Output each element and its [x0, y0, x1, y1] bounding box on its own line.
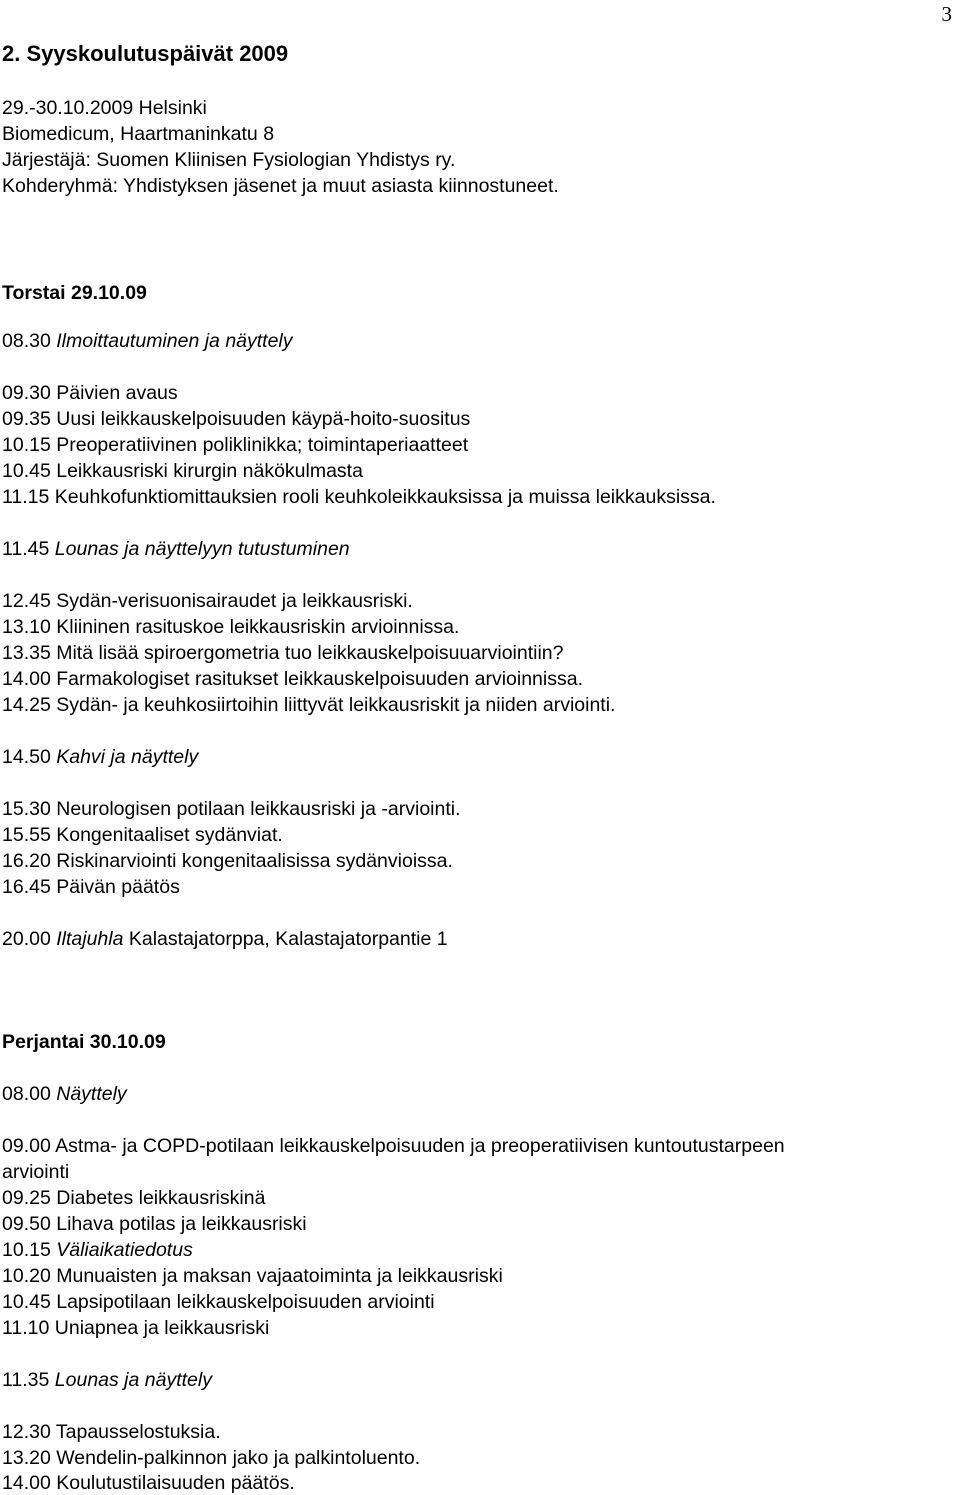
event-target-group: Kohderyhmä: Yhdistyksen jäsenet ja muut asiasta kiinnostuneet. — [2, 175, 559, 197]
schedule-item — [2, 823, 283, 847]
item-time: 09.35 — [2, 408, 51, 430]
item-extra: Kalastajatorppa, Kalastajatorpantie 1 — [128, 928, 448, 950]
item-text: Näyttely — [56, 1083, 127, 1105]
item-text: Uusi leikkauskelpoisuuden käypä-hoito-suositus — [56, 408, 471, 430]
item-text: Lihava potilas ja leikkausriski — [56, 1213, 307, 1235]
schedule-item — [2, 433, 468, 457]
item-time: 16.45 — [2, 876, 51, 898]
item-time: 08.00 — [2, 1083, 51, 1105]
item-time: 11.15 — [2, 486, 50, 508]
item-text: Lounas ja näyttelyyn tutustuminen — [54, 538, 350, 560]
item-text: Iltajuhla — [56, 928, 124, 950]
schedule-item — [2, 1082, 127, 1106]
item-text: Koulutustilaisuuden päätös. — [56, 1472, 295, 1494]
item-text: Astma- ja COPD-potilaan leikkauskelpoisuuden ja preoperatiivisen kuntoutustarpeen — [55, 1135, 785, 1157]
item-time: 12.30 — [2, 1421, 51, 1443]
event-organizer: Järjestäjä: Suomen Kliinisen Fysiologian Yhdistys ry. — [2, 149, 456, 171]
item-text: Päivän päätös — [56, 876, 180, 898]
item-text: Farmakologiset rasitukset leikkauskelpoisuuden arvioinnissa. — [56, 668, 583, 690]
item-time: 15.55 — [2, 824, 51, 846]
section-heading: 2. Syyskoulutuspäivät 2009 — [2, 41, 289, 66]
item-text: Diabetes leikkausriskinä — [56, 1187, 266, 1209]
schedule-item — [2, 459, 363, 483]
item-text: Neurologisen potilaan leikkausriski ja -arviointi. — [56, 798, 461, 820]
schedule-item — [2, 1238, 193, 1262]
item-text: Väliaikatiedotus — [56, 1239, 193, 1261]
item-time: 14.50 — [2, 746, 51, 768]
schedule-item — [2, 1290, 435, 1314]
item-text: Sydän- ja keuhkosiirtoihin liittyvät leikkausriskit ja niiden arviointi. — [56, 694, 616, 716]
schedule-item — [2, 641, 563, 665]
item-text: Uniapnea ja leikkausriski — [54, 1317, 270, 1339]
item-time: 10.15 — [2, 434, 51, 456]
page-number: 3 — [941, 2, 952, 26]
day-title-friday: Perjantai 30.10.09 — [2, 1031, 166, 1053]
item-text: Lounas ja näyttely — [54, 1369, 212, 1391]
item-text: Lapsipotilaan leikkauskelpoisuuden arviointi — [56, 1291, 435, 1313]
item-text: Munuaisten ja maksan vajaatoiminta ja leikkausriski — [56, 1265, 503, 1287]
item-text: Preoperatiivinen poliklinikka; toimintaperiaatteet — [56, 434, 469, 456]
item-time: 14.00 — [2, 1472, 51, 1494]
item-time: 08.30 — [2, 330, 51, 352]
item-time: 20.00 — [2, 928, 51, 950]
event-venue: Biomedicum, Haartmaninkatu 8 — [2, 123, 275, 145]
item-text: Päivien avaus — [56, 382, 178, 404]
item-time: 10.15 — [2, 1239, 51, 1261]
schedule-item — [2, 1446, 420, 1470]
item-time: 10.45 — [2, 1291, 51, 1313]
event-date-location: 29.-30.10.2009 Helsinki — [2, 97, 207, 119]
item-time: 13.10 — [2, 616, 51, 638]
schedule-item — [2, 329, 293, 353]
item-time: 15.30 — [2, 798, 51, 820]
schedule-item — [2, 849, 453, 873]
schedule-item — [2, 875, 180, 899]
schedule-item — [2, 1316, 269, 1340]
schedule-item — [2, 1420, 221, 1444]
item-time: 12.45 — [2, 590, 51, 612]
schedule-item-continuation: arviointi — [2, 1161, 70, 1183]
schedule-item — [2, 745, 198, 769]
item-time: 09.30 — [2, 382, 51, 404]
item-time: 09.25 — [2, 1187, 51, 1209]
day-title-thursday: Torstai 29.10.09 — [2, 282, 147, 304]
item-time: 11.35 — [2, 1369, 50, 1391]
schedule-item — [2, 407, 470, 431]
item-text: Sydän-verisuonisairaudet ja leikkausriski. — [56, 590, 413, 612]
item-time: 10.20 — [2, 1265, 51, 1287]
item-text: Mitä lisää spiroergometria tuo leikkauskelpoisuuarviointiin? — [56, 642, 564, 664]
item-time: 13.35 — [2, 642, 51, 664]
schedule-item — [2, 1471, 295, 1495]
schedule-item — [2, 589, 413, 613]
item-time: 11.45 — [2, 538, 50, 560]
schedule-item — [2, 485, 716, 509]
schedule-item — [2, 1368, 212, 1392]
schedule-item — [2, 797, 461, 821]
schedule-item — [2, 1134, 785, 1158]
item-text: Kongenitaaliset sydänviat. — [56, 824, 283, 846]
item-time: 09.00 — [2, 1135, 51, 1157]
schedule-item — [2, 1186, 265, 1210]
item-text: Keuhkofunktiomittauksien rooli keuhkoleikkauksissa ja muissa leikkauksissa. — [54, 486, 716, 508]
item-text: Ilmoittautuminen ja näyttely — [56, 330, 293, 352]
schedule-item — [2, 1264, 503, 1288]
schedule-item — [2, 537, 350, 561]
schedule-item — [2, 927, 448, 951]
item-text: Wendelin-palkinnon jako ja palkintoluento. — [56, 1447, 421, 1469]
item-text: Kahvi ja näyttely — [56, 746, 199, 768]
item-text: Kliininen rasituskoe leikkausriskin arvioinnissa. — [56, 616, 460, 638]
item-time: 13.20 — [2, 1447, 51, 1469]
item-time: 14.25 — [2, 694, 51, 716]
schedule-item — [2, 615, 459, 639]
schedule-item — [2, 667, 583, 691]
item-time: 14.00 — [2, 668, 51, 690]
item-text: Tapausselostuksia. — [55, 1421, 221, 1443]
item-time: 11.10 — [2, 1317, 50, 1339]
item-text: Riskinarviointi kongenitaalisissa sydänvioissa. — [56, 850, 453, 872]
schedule-item — [2, 381, 178, 405]
schedule-item — [2, 693, 615, 717]
item-time: 09.50 — [2, 1213, 51, 1235]
item-time: 16.20 — [2, 850, 51, 872]
item-time: 10.45 — [2, 460, 51, 482]
schedule-item — [2, 1212, 307, 1236]
item-text: Leikkausriski kirurgin näkökulmasta — [56, 460, 363, 482]
